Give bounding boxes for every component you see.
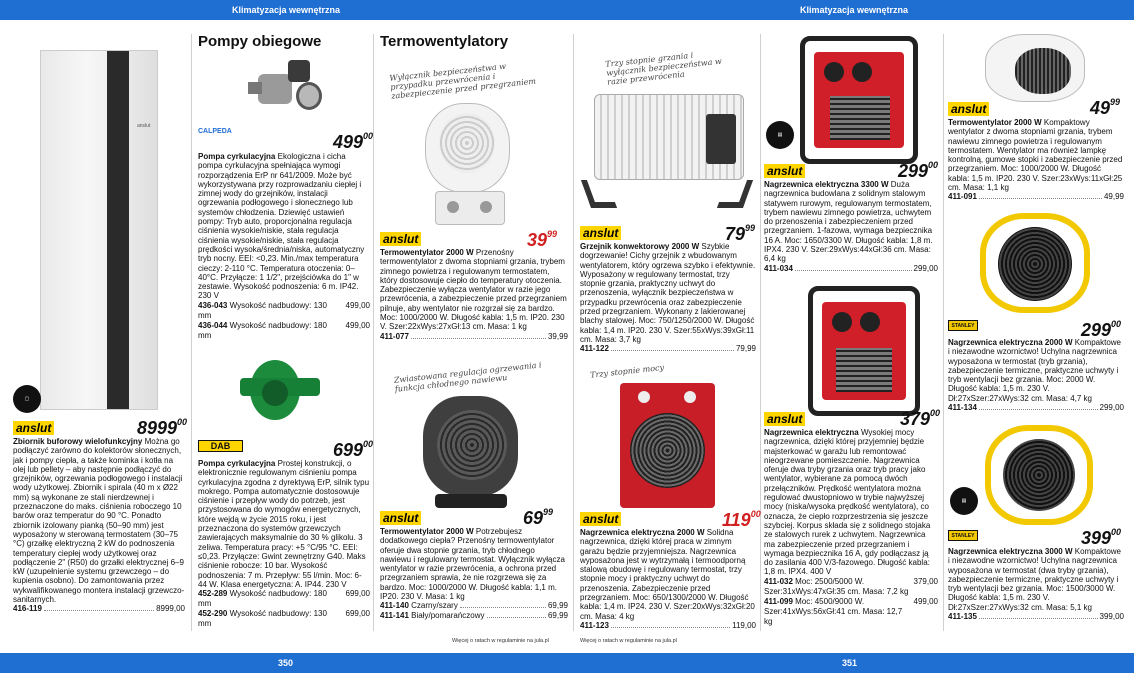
stanley-heater-image [980, 213, 1090, 318]
convector-description: Grzejnik konwektorowy 2000 W Szybkie dogrzewanie! Cichy grzejnik z wbudowanym wentylatorem, który ogrzewa szybko i efektywnie. Wyposażony w regulowany termostat, trzy stopnie grzania, praktyczny uchwyt do przenoszenia, wyłącznik bezpieczeństwa w przypadku przewrócenia oraz zabezpieczenie przed przegrzaniem. Wykonany z lakierowanej blachy stalowej. Moc: 750/1250/2000 W. Długość kabla: 1,4 m. IP20. 230 V. Szer:55xWys:39xGł:11 cm. Masa: 3,7 kg 411-122 79,99 [580, 242, 756, 354]
stanley2000-price: $299^{00}$ [1081, 319, 1122, 340]
circulation-pump-image [248, 56, 328, 126]
section-heading-fans: Termowentylatory [380, 33, 509, 50]
heater2000-price: $119^{00}$ [722, 509, 761, 530]
red-heater-image [620, 383, 715, 508]
divider [191, 34, 192, 631]
pump1-description: Pompa cyrkulacyjna Ekologiczna i cicha pompa cyrkulacyjna spełniająca wymogi rozporządzenia ErP nr 641/2009. Może być wykorzystywana przy rozprowadzaniu ciepłej i zimnej wody do grzejników, instalacji ogrzewania podłogowego i słonecznego lub systemów chłodzenia. Dziewięć ustawień pompy: Tryb auto, proporcjonalna regulacja ciśnienia wysokie/niskie, stała regulacja ciśnienia wysokie/niskie, stała regulacja prędkości wysoka/średnia/niska, automatyczny tryb nocny. EEI: <0,23. Min./max temperatura cieczy: 2-110 °C. Temperatura otoczenia: 0–40°C. Przyłącze: 1 1/2", przejściówka do 1" w zestawie. Wysokość podnoszenia: 6 m. IP42. 230 V 436-043 Wysokość nadbudowy: 130 mm 499,00 436-044 Wysokość nadbudowy: 180 mm 499,00 [198, 152, 370, 340]
divider [373, 34, 374, 631]
page-number-left: 350 [278, 658, 294, 668]
warranty-badge-icon: ▤ [950, 487, 978, 515]
product-code-row: 452-290 Wysokość nadbudowy: 130 mm 699,00 [198, 609, 370, 629]
product-code-row: 411-141 Biały/pomarańczowy 69,99 [380, 611, 568, 621]
brand-logo: anslut [580, 512, 621, 526]
brand-logo: anslut [380, 232, 421, 246]
tank-description: Zbiornik buforowy wielofunkcyjny Można go podłączyć zarówno do kolektorów słonecznych, jak i pompy ciepła, a także kominka i kotła na olej lub pellety – aby następnie podłączyć do grzejników, ogrzewania podłogowego i instalacji wody użytkowej. Zbiornik i spirala (40 m x Ø22 mm) są wykonane ze stali nierdzewnej i przeznaczone do maks. ciśnienia roboczego 10 barów oraz temperatur do 90 °C. Ponadto zbiornik izolowany pianką (50–90 mm) jest wyposażony w sterowaną termostatem (30–75 °C) grzałkę elektryczną 2 kW do podnoszenia temperatury ciepłej wody użytkowej oraz podłączenie 2" (R50) do grzałki elektrycznej 6–9 kW (uzupełnienie systemu grzewczego – do kupienia osobno). Do zamontowania przez wykwalifikowanego montera instalacji grzewczo-sanitarnych. 416-119 8999,00 [13, 437, 185, 614]
header-right: Klimatyzacja wewnętrzna [800, 5, 909, 15]
white-compact-fan-image [985, 34, 1085, 102]
stanley3000-description: Nagrzewnica elektryczna 3000 W Kompaktowe i niezawodne wzornictwo! Uchylna nagrzewnica wyposażona w termostat (dwa tryby grzania), zabezpieczenie termiczne, praktyczne uchwyty i tryb wentylacji bez grzania. Moc: 1500/3000 W. Długość kabla: 1,5 m. 230 V. Dł:27xSzer:27xWys:32 cm. Masa: 5,1 kg 411-135 399,00 [948, 547, 1124, 622]
section-heading-pumps: Pompy obiegowe [198, 33, 322, 50]
brand-logo: anslut [948, 102, 989, 116]
handwritten-note: Wyłącznik bezpieczeństwa w przypadku przewrócenia i zabezpieczenie przed przegrzaniem [388, 61, 537, 101]
product-code-row: 411-134 299,00 [948, 403, 1124, 413]
product-code-row: 411-122 79,99 [580, 344, 756, 354]
dab-logo: DAB [198, 440, 243, 452]
heater2000-description: Nagrzewnica elektryczna 2000 W Solidna nagrzewnica, dzięki której praca w zimnym garażu będzie przyjemniejsza. Nagrzewnica wyposażona jest w wytrzymałą i termoodporną stalową obudowę i regulowany termostat, trzy stopnie mocy i praktyczny uchwyt do przenoszenia. Zabezpieczenie przed przegrzaniem. Moc: 650/1300/2000 W. Długość kabla: 1,4 m. IP24. 230 V. Szer:20xWys:32xGł:20 cm. Masa: 4 kg 411-123 119,00 [580, 528, 756, 630]
heater3300-description: Nagrzewnica elektryczna 3300 W Duża nagrzewnica budowlana z solidnym stalowym statywem rurowym, regulowanym termostatem, trybem nawiewu zimnego powietrza, uchwytem do przenoszenia i zabezpieczeniem przed przegrzaniem. 1-fazowa, wymaga bezpiecznika 16 A. Moc: 1650/3300 W. Długość kabla: 1,8 m. IPX4. 230 V. Szer:29xWys:44xGł:36 cm. Masa: 6,4 kg 411-034 299,00 [764, 180, 938, 273]
page-number-right: 351 [842, 658, 858, 668]
brand-logo: anslut [580, 226, 621, 240]
bottom-band [0, 653, 1134, 673]
divider [760, 34, 761, 631]
fan2-description: Termowentylator 2000 W Potrzebujesz dodatkowego ciepła? Przenośny termowentylator oferuje dwa stopnie grzania, tryb chłodnego nawiewu i regulowany termostat. Wyłącznik wyłącza wentylator w razie przewrócenia, a ochrona przed przegrzaniem sprawia, że nie rozgrzewa się za bardzo. Moc: 1000/2000 W. Długość kabla: 1,1 m. IP20. 230 V. Masa: 1 kg 411-140 Czarny/szary 69,99 411-141 Biały/pomarańczowy 69,99 [380, 527, 568, 621]
product-code-row: 411-091 49,99 [948, 192, 1124, 202]
footnote: Więcej o ratach w regulaminie na jula.pl [452, 638, 549, 644]
pump1-price: $499^{00}$ [333, 131, 374, 152]
calpeda-logo: CALPEDA [198, 128, 232, 135]
heater-big-price: $379^{00}$ [900, 408, 941, 429]
divider [943, 34, 944, 631]
handwritten-note: Zwiastowana regulacja ogrzewania i funkcja chłodnego nawiewu [393, 360, 542, 394]
product-code-row: 411-123 119,00 [580, 620, 756, 630]
product-code-row: 452-289 Wysokość nadbudowy: 180 mm 699,00 [198, 589, 370, 609]
product-code-row: 411-099 Moc: 4500/9000 W. Szer:41xWys:56xGł:41 cm. Masa: 12,7 kg 499,00 [764, 596, 938, 626]
fan-white-price: $49^{99}$ [1090, 97, 1121, 118]
handwritten-note: Trzy stopnie mocy [589, 362, 665, 380]
red-construction-heater-image [808, 286, 920, 416]
convector-heater-image [586, 94, 752, 214]
brand-logo: anslut [380, 511, 421, 525]
footnote: Więcej o ratach w regulaminie na jula.pl [580, 638, 677, 644]
heater-big-description: Nagrzewnica elektryczna Wysokiej mocy nagrzewnica, dzięki której przyjemniej będzie majsterkować w garażu lub remontować nieogrzewane pomieszczenie. Nagrzewnica oferuje dwa tryby grzania oraz tryb pracy jako wentylator, wybierane za pomocą dwóch przełączników. Prędkość wentylatora można regulować dwustopniowo w trybie najwyższej mocy (niska/wysoka prędkość wentylatora), co oznacza, że ciepło rozprzestrzenia się jeszcze szybciej. Korpus składa się z solidnego stojaka ze stalowych rurek z uchwytem. Nagrzewnica ma zabezpieczenie przed przegrzaniem i wymaga bezpiecznika 16 A, gdy podłączasz ją do zasilania 400 V/3-fazowego. Długość kabla: 1,8 m. IPX4. 400 V 411-032 Moc: 2500/5000 W. Szer:31xWys:47xGł:35 cm. Masa: 7,2 kg 379,00 411-099 Moc: 4500/9000 W. Szer:41xWys:56xGł:41 cm. Masa: 12,7 kg 499,00 [764, 428, 938, 626]
fan2-price: $69^{99}$ [523, 507, 554, 528]
brand-logo: anslut [764, 412, 805, 426]
buffer-tank-image [40, 50, 158, 410]
product-code-row: 411-077 39,99 [380, 331, 568, 341]
red-construction-heater-image [800, 36, 918, 164]
warranty-badge-icon: ▢ [13, 385, 41, 413]
top-band [0, 0, 1134, 20]
white-fan-heater-image [425, 103, 510, 233]
product-code-row: 411-140 Czarny/szary 69,99 [380, 601, 568, 611]
fan1-description: Termowentylator 2000 W Przenośny termowentylator z dwoma stopniami grzania, trybem zimnego powietrza i regulowanym termostatem, który dostosowuje ciepło do temperatury otoczenia. Zabezpieczenie wyłącza wentylator w razie jego przewrócenia, a zabezpieczenie przed przegrzaniem pilnuje, aby wentylator nie rozgrzał się za bardzo. Moc: 1000/2000 W. Długość kabla: 1,5 m. IP20. 230 V. Szer:22xWys:27xGł:13 cm. Masa: 1 kg 411-077 39,99 [380, 248, 568, 341]
product-code-row: 436-044 Wysokość nadbudowy: 180 mm 499,00 [198, 320, 370, 340]
product-code-row: 416-119 8999,00 [13, 604, 185, 614]
divider [573, 34, 574, 631]
product-code-row: 411-034 299,00 [764, 263, 938, 273]
handwritten-note: Trzy stopnie grzania i wyłącznik bezpieczeństwa w razie przewrócenia [604, 50, 723, 87]
fan1-price: $39^{99}$ [527, 229, 558, 250]
pump2-price: $699^{00}$ [333, 439, 374, 460]
brand-logo: anslut [764, 164, 805, 178]
stanley-heater-image [985, 425, 1093, 530]
tank-logo: anslut [137, 123, 151, 129]
stanley-logo: STANLEY [948, 530, 978, 541]
product-code-row: 436-043 Wysokość nadbudowy: 130 mm 499,00 [198, 300, 370, 320]
tank-title: Zbiornik buforowy wielofunkcyjny [13, 437, 143, 446]
heater3300-price: $299^{00}$ [898, 160, 939, 181]
stanley3000-price: $399^{00}$ [1081, 527, 1122, 548]
product-code-row: 411-032 Moc: 2500/5000 W. Szer:31xWys:47xGł:35 cm. Masa: 7,2 kg 379,00 [764, 576, 938, 596]
dark-fan-heater-image [415, 396, 525, 511]
stanley2000-description: Nagrzewnica elektryczna 2000 W Kompaktowe i niezawodne wzornictwo! Uchylna nagrzewnica wyposażona w termostat (tryb grzania), zabezpieczenie termiczne, praktyczne uchwyty i tryb wentylacji bez grzania. Moc: 2000 W. Długość kabla: 1,5 m. 230 V. Dł:27xSzer:27xWys:32 cm. Masa: 4,7 kg 411-134 299,00 [948, 338, 1124, 413]
fan-white-description: Termowentylator 2000 W Kompaktowy wentylator z dwoma stopniami grzania, trybem nawiewu zimnego powietrza i regulowanym termostatem. Wentylator ma również lampkę kontrolną, gumowe stopki i zabezpieczenie przed przegrzaniem. Moc: 1000/2000 W. Długość kabla: 1,5 m. IP20. 230 V. Szer:23xWys:11xGł:25 cm. Masa: 1,1 kg 411-091 49,99 [948, 118, 1124, 202]
warranty-badge-icon: ▤ [766, 121, 794, 149]
header-left: Klimatyzacja wewnętrzna [232, 5, 341, 15]
dab-pump-image [230, 350, 330, 435]
stanley-logo: STANLEY [948, 320, 978, 331]
convector-price: $79^{99}$ [725, 223, 756, 244]
product-code-row: 411-135 399,00 [948, 612, 1124, 622]
pump2-description: Pompa cyrkulacyjna Prostej konstrukcji, o elektronicznie regulowanym ciśnieniu pompa cyrkulacyjna zgodna z dyrektywą ErP, silnik typu mokrego. Pompa automatycznie dostosowuje ciśnienie i przepływ wody do potrzeb, jest przystosowana do wymogów energetycznych, które wejdą w życie 2015 roku, i jest przeznaczona do systemów grzewczych zawierających maksymalnie do 30 % glikolu. 3 zeliwa. Temperatura pracy: +5 °C/95 °C. EEI: ≤0,23. Przyłącze: Gwint zewnętrzny G40. Maks ciśnienie robocze: 10 bar. Wysokość podnoszenia: 7 m. Przepływ: 55 l/min. Moc: 6-44 W. Klasa energetyczna: A. IP44. 230 V 452-289 Wysokość nadbudowy: 180 mm 699,00 452-290 Wysokość nadbudowy: 130 mm 699,00 [198, 459, 370, 629]
brand-logo: anslut [13, 421, 54, 435]
tank-price: 8999$^{00}$ [137, 417, 188, 438]
